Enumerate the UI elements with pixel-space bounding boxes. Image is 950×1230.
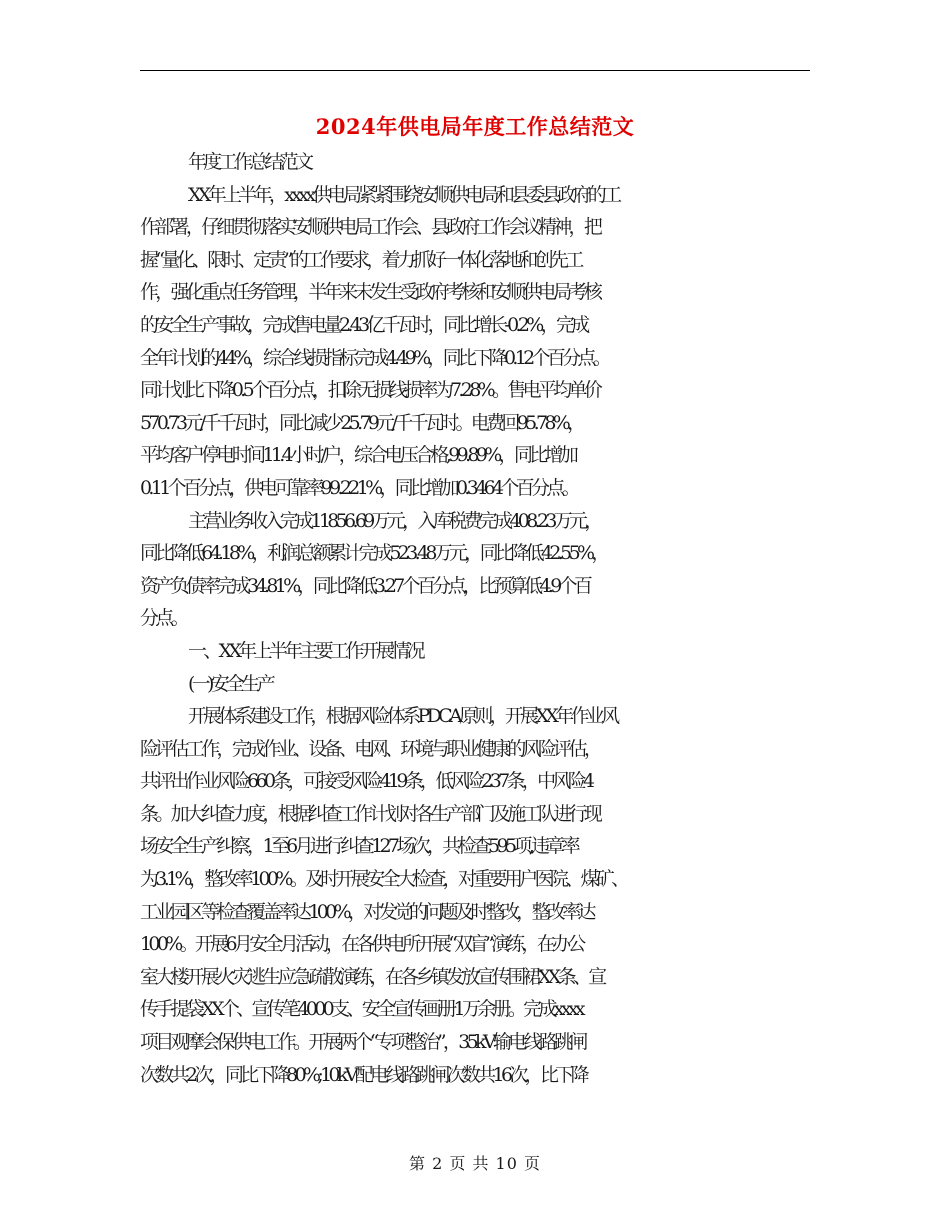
- body-line: 室大楼开展火灾逃生应急疏散演练，在各乡镇发放宣传围裙XX条、宣: [140, 965, 604, 988]
- body-line: 资产负债率完成34.81%，同比降低3.27个百分点，比预算低4.9个百: [140, 574, 590, 597]
- body-line: 工业园区等检查覆盖率达100%，对发觉的问题及时整改，整改率达: [140, 900, 593, 923]
- body-line: 握“量化、限时、定责”的工作要求，着力抓好一体化落地和创先工: [140, 248, 581, 271]
- body-line: 0.11个百分点，供电可靠率99.221%，同比增加0.3464个百分点。: [140, 476, 577, 499]
- body-line: 传手提袋XX个、宣传笔4000支、安全宣传画册1万余册。完成xxxx: [140, 998, 582, 1021]
- body-line: 开展体系建设工作，根据风险体系PDCA原则，开展XX年作业风: [188, 705, 617, 728]
- body-line: 的安全生产事故，完成售电量2.43亿千瓦时，同比增长-0.2%，完成: [140, 313, 587, 336]
- body-line: 共评出作业风险660条，可接受风险419条，低风险237条，中风险4: [140, 770, 592, 793]
- body-line: 570.73元/千千瓦时，同比减少25.79元/千千瓦时。电费回95.78%，: [140, 411, 583, 434]
- document-title: 2024年供电局年度工作总结范文: [315, 114, 635, 139]
- body-line: 作部署，仔细贯彻落实安顺供电局工作会、县政府工作会议精神，把: [140, 216, 600, 239]
- body-line: 同比降低64.18%，利润总额累计完成523.48万元，同比降低42.55%，: [140, 542, 607, 565]
- body-line: XX年上半年，xxxx供电局紧紧围绕安顺供电局和县委县政府的工: [188, 183, 619, 206]
- body-line: 100%。开展6月安全月活动，在各供电所开展“双盲”演练，在办公: [140, 933, 583, 956]
- header-rule: [140, 70, 810, 71]
- section-heading: 一、XX年上半年主要工作开展情况: [188, 639, 422, 662]
- body-line: 次数共2次，同比下降80%;10kV配电线路跳闸次数共16次，比下降: [140, 1063, 586, 1086]
- body-line: 同计划比下降0.5个百分点，扣除无损线损率为7.28%。售电平均单价: [140, 379, 600, 402]
- body-line: 险评估工作，完成作业、设备、电网、环境与职业健康的风险评估，: [140, 737, 600, 760]
- body-line: 条。加大纠查力度，根据纠查工作计划对各生产部门及施工队进行现: [140, 802, 600, 825]
- subsection-heading: (一)安全生产: [188, 672, 273, 695]
- page-number-footer: 第 2 页 共 10 页: [409, 1154, 541, 1173]
- body-line: 年度工作总结范文: [188, 151, 311, 173]
- body-line: 主营业务收入完成11856.69万元，入库税费完成408.23万元，: [188, 509, 600, 532]
- body-line: 分点。: [140, 607, 186, 630]
- body-line: 作，强化重点任务管理，半年来未发生受政府考核和安顺供电局考核: [140, 281, 600, 304]
- body-line: 场安全生产纠察，1至6月进行纠查127场次，共检查595项,违章率: [140, 835, 578, 858]
- document-body: [140, 146, 820, 1091]
- body-line: 项目观摩会保供电工作。开展两个“专项整治”，35kV输电线路跳闸: [140, 1031, 585, 1054]
- body-line: 平均客户停电时间11.4小时/户，综合电压合格,99.89%，同比增加: [140, 444, 576, 467]
- body-line: 为3.1%，整改率100%。及时开展安全大检查，对重要用户医院、煤矿、: [140, 868, 627, 891]
- body-line: 全年计划的44%，综合线损指标完成4.49%，同比下降0.12个百分点。: [140, 346, 609, 369]
